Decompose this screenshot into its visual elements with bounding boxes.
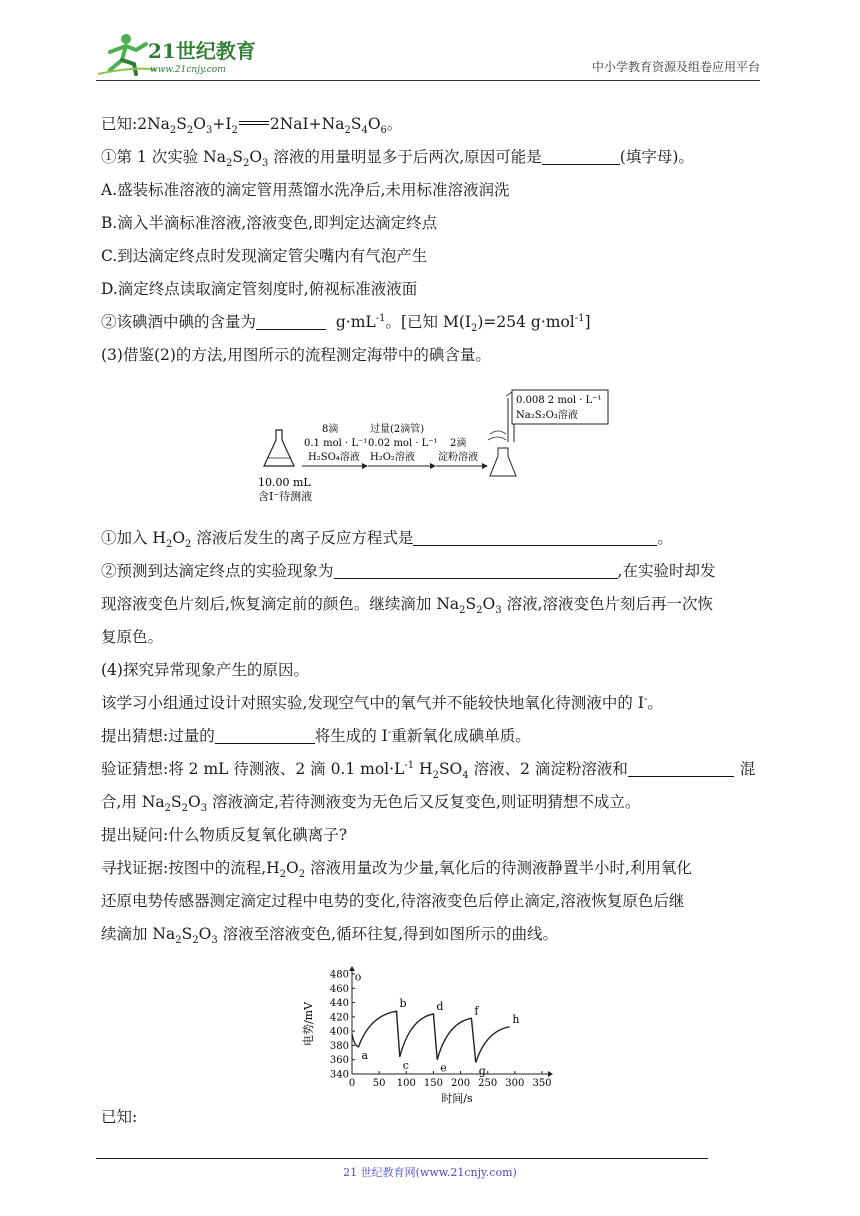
step2-conc: 0.02 mol · L⁻¹ [368,438,438,449]
option-d: D.滴定终点读取滴定管刻度时,俯视标准液液面 [101,280,418,298]
arrow-step-1 [302,463,368,469]
arrow-step-3 [436,463,488,469]
step2-reagent: H₂O₂溶液 [370,452,415,463]
x-tick-label: 300 [505,1078,525,1089]
x-axis-arrow [548,1071,553,1077]
y-axis-label: 电势/mV [302,1001,315,1047]
step3-drops: 2滴 [450,438,467,449]
answer-blank[interactable] [542,148,620,165]
question-4-h: 续滴加 $Na_2S_2O_3$ 溶液至溶液变色,循环往复,得到如图所示的曲线。 [101,925,558,947]
platform-name: 中小学教育资源及组卷应用平台 [591,60,760,74]
x-tick-label: 250 [478,1078,498,1089]
y-tick-label: 340 [329,1069,349,1081]
titrant-reagent: Na₂S₂O₃溶液 [516,410,578,421]
question-3-2-cont: 现溶液变色片刻后,恢复滴定前的颜色。继续滴加 $Na_2S_2O_3$ 溶液,溶液变色片刻后再一次恢 [101,595,714,617]
x-tick-label: 100 [396,1078,416,1089]
x-tick-label: 150 [423,1078,443,1089]
known-equation: 已知$:2Na_2S_2O_3+I_2$ $2NaI+Na_2S_4O_6$。 [101,115,403,137]
question-4-f: 寻找证据:按图中的流程$,H_2O_2$ 溶液用量改为少量,氧化后的待测液静置半小时,利用氧化 [101,859,692,881]
logo-url: www.21cnjy.com [150,65,226,75]
point-label-a: a [361,1048,369,1062]
question-4-b: 提出猜想:过量的 将生成的 I-重新氧化成碘单质。 [101,726,531,745]
step1-reagent: H₂SO₄溶液 [308,452,360,463]
step1-drops: 8滴 [322,424,339,435]
question-4-a: 该学习小组通过设计对照实验,发现空气中的氧气并不能较快地氧化待测液中的 I-。 [101,693,663,712]
question-2: ②该碘酒中碘的含量为 $g\cdot mL^{-1}$。[已知 $M(I_2)=254$ g·mol$^{-1}$] [101,312,591,335]
y-tick-label: 460 [329,983,349,995]
titration-flow-diagram [250,388,620,508]
question-4-g: 还原电势传感器测定滴定过程中电势的变化,待溶液变色后停止滴定,溶液恢复原色后继 [101,892,685,910]
option-b: B.滴入半滴标准溶液,溶液变色,即判定达滴定终点 [101,214,438,232]
option-c: C.到达滴定终点时发现滴定管尖嘴内有气泡产生 [101,247,428,265]
y-tick-label: 380 [329,1040,349,1052]
question-4: (4)探究异常现象产生的原因。 [101,661,309,679]
known-2: 已知: [101,1108,138,1126]
question-4-d: 合,用 $Na_2S_2O_3$ 溶液滴定,若待测液变为无色后又反复变色,则证明猜想不成立。 [101,793,641,815]
flask-sample-label: 含I⁻待测液 [258,490,313,503]
point-label-c: c [402,1058,409,1072]
x-axis-label: 时间/s [441,1092,473,1105]
y-tick-label: 360 [329,1055,349,1067]
header-divider [96,80,760,81]
question-3-1: ①加入 $H_2O_2$ 溶液后发生的离子反应方程式是 。 [101,529,673,551]
question-4-c: 验证猜想:将 2 mL 待测液、2 滴 0.1 $mol\cdot L^{-1}$ $H_2SO_4$ 溶液、2 滴淀粉溶液和 混 [101,759,756,782]
point-labels [355,971,520,1078]
erlenmeyer-flask-icon [264,430,294,466]
point-label-o: o [354,970,362,984]
question-3-2: ②预测到达滴定终点的实验现象为 ,在实验时却发 [101,562,716,580]
series-line [352,1011,509,1062]
question-3-2-end: 复原色。 [101,628,164,646]
step3-reagent: 淀粉溶液 [438,452,478,463]
point-label-g: g [478,1064,486,1078]
answer-blank[interactable] [334,562,618,579]
arrow-step-2 [368,463,436,469]
logo [96,30,266,78]
question-1: ①第 1 次实验 $Na_2S_2O_3$ 溶液的用量明显多于后两次,原因可能是 (填字母)。 [101,148,694,170]
point-label-b: b [399,997,407,1011]
option-a: A.盛装标准溶液的滴定管用蒸馏水洗净后,未用标准溶液润洗 [101,181,510,199]
footer-divider [96,1158,708,1159]
chart-axes [349,966,553,1077]
answer-blank[interactable] [215,727,315,744]
x-tick-label: 50 [372,1078,386,1089]
footer-text: 21 世纪教育网(www.21cnjy.com) [343,1166,517,1179]
x-tick-label: 200 [451,1078,471,1089]
x-tick-label: 350 [532,1078,552,1089]
x-tick-label: 0 [348,1078,356,1089]
flask-volume-label: 10.00 mL [258,476,311,489]
titrant-concentration: 0.008 2 mol · L⁻¹ [516,395,602,406]
y-tick-label: 480 [329,969,349,981]
point-label-f: f [474,1004,479,1018]
step1-conc: 0.1 mol · L⁻¹ [304,438,368,449]
point-label-e: e [440,1061,447,1075]
y-tick-label: 400 [329,1026,349,1038]
answer-blank[interactable] [413,529,657,546]
y-tick-label: 440 [329,998,349,1010]
question-4-e: 提出疑问:什么物质反复氧化碘离子? [101,826,348,844]
point-label-h: h [512,1012,520,1026]
question-3: (3)借鉴(2)的方法,用图所示的流程测定海带中的碘含量。 [101,346,491,364]
y-tick-label: 420 [329,1012,349,1024]
step2-amount: 过量(2滴管) [370,424,425,435]
potential-time-chart [300,966,560,1111]
logo-text: 21世纪教育 [148,39,256,63]
point-label-d: d [436,1000,444,1013]
answer-blank[interactable] [628,760,734,777]
answer-blank[interactable] [256,313,326,330]
